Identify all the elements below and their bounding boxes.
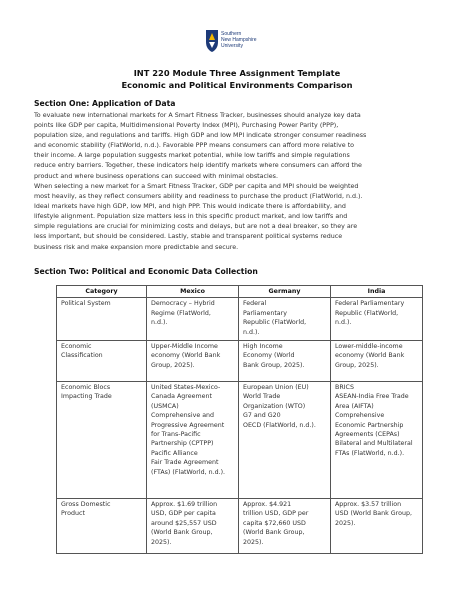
cell-text-line: (FTAs) (FlatWorld, n.d.).	[151, 468, 226, 476]
table-cell-category	[57, 382, 147, 499]
table-cell-category	[57, 298, 147, 341]
table-cell-india	[331, 499, 423, 554]
cell-text-line: Agreements (CEPAs)	[335, 431, 400, 439]
column-header-india: India	[331, 286, 423, 298]
table-cell-india	[331, 382, 423, 499]
cell-text-line: for Trans-Pacific	[151, 431, 201, 439]
cell-text-line: Organization (WTO)	[243, 402, 306, 410]
text-line: To evaluate new international markets for A Smart Fitness Tracker, businesses should analyze key data	[34, 112, 361, 119]
table-cell-mexico	[147, 499, 239, 554]
column-header-germany: Germany	[239, 286, 331, 298]
cell-text-line: Product	[61, 510, 85, 518]
text-line: most heavily, as they reflect consumers ability and readiness to purchase the product (FlatWorld, n.d.).	[34, 193, 363, 201]
cell-text-line: USD, GDP per capita	[151, 510, 216, 518]
table-row-political-system	[57, 298, 423, 341]
cell-text-line: Impacting Trade	[61, 393, 112, 401]
cell-text-line: Political System	[61, 300, 111, 308]
table-cell-mexico	[147, 298, 239, 341]
cell-text-line: Economic Partnership	[335, 421, 404, 429]
cell-text-line: Economy (World	[243, 352, 295, 360]
cell-text-line: capita $72,660 USD	[243, 519, 306, 527]
text-line: their income. A large population suggests market potential, while low tariffs and simple regulations	[34, 152, 350, 160]
text-line: When selecting a new market for a Smart Fitness Tracker, GDP per capita and MPI should be weighted	[34, 183, 359, 190]
cell-text-line: Approx. $4.921	[243, 501, 292, 509]
cell-text-line: (USMCA)	[151, 402, 179, 410]
cell-text-line: Regime (FlatWorld,	[151, 309, 211, 317]
cell-text-line: n.d.).	[335, 319, 352, 327]
text-line: simple regulations are crucial for minimizing costs and delays, but are not a deal breaker, so they are	[34, 223, 358, 231]
cell-text-line: around $25,557 USD	[151, 519, 217, 527]
cell-text-line: trillion USD, GDP per	[243, 510, 309, 518]
cell-text-line: n.d.).	[243, 328, 260, 336]
cell-text-line: World Trade	[243, 393, 281, 401]
table-row-economic-classification	[57, 341, 423, 382]
cell-text-line: Republic (FlatWorld,	[243, 319, 307, 327]
cell-text-line: n.d.).	[151, 319, 168, 327]
cell-text-line: Approx. $3.57 trillion	[335, 501, 402, 509]
table-cell-mexico	[147, 382, 239, 499]
cell-text-line: Republic (FlatWorld,	[335, 309, 399, 317]
text-line: less important, but should be considered. Lastly, stable and transparent political systems reduce	[34, 233, 343, 241]
cell-text-line: Canada Agreement	[151, 393, 212, 401]
cell-text-line: FTAs (FlatWorld, n.d.).	[335, 449, 405, 457]
text-line: product and where business operations can succeed with minimal obstacles.	[34, 172, 278, 180]
cell-text-line: 2025).	[243, 538, 264, 546]
cell-text-line: Group, 2025).	[335, 361, 379, 369]
cell-text-line: Partnership (CPTPP)	[151, 440, 214, 448]
cell-text-line: High Income	[243, 343, 283, 351]
cell-text-line: Economic	[61, 343, 92, 351]
cell-text-line: Gross Domestic	[61, 501, 111, 509]
table-cell-category	[57, 499, 147, 554]
cell-text-line: 2025).	[335, 519, 356, 527]
table-cell-germany	[239, 341, 331, 382]
cell-text-line: European Union (EU)	[243, 384, 309, 392]
cell-text-line: (World Bank Group,	[243, 529, 305, 537]
text-line: reduce entry barriers. Together, these indicators help identify markets where consumers can afford the	[34, 162, 362, 170]
cell-text-line: Bilateral and Multilateral	[335, 440, 413, 448]
cell-text-line: USD (World Bank Group,	[335, 510, 412, 518]
table-header-row	[57, 286, 423, 298]
table-cell-india	[331, 341, 423, 382]
document-title: INT 220 Module Three Assignment Template	[133, 68, 341, 78]
cell-text-line: BRICS	[335, 384, 354, 392]
data-collection-table	[56, 285, 423, 554]
cell-text-line: Upper-Middle Income	[151, 343, 218, 351]
logo-line: New Hampshire	[221, 37, 257, 43]
column-header-mexico: Mexico	[147, 286, 239, 298]
cell-text-line: Democracy – Hybrid	[151, 300, 215, 308]
section-two-heading: Section Two: Political and Economic Data Collection	[34, 267, 258, 276]
text-line: points like GDP per capita, Multidimensional Poverty Index (MPI), Purchasing Power Parity (PPP),	[34, 122, 339, 130]
logo-line: University	[221, 43, 243, 49]
cell-text-line: Progressive Agreement	[151, 421, 225, 429]
cell-text-line: Approx. $1.69 trillion	[151, 501, 218, 509]
cell-text-line: Federal	[243, 300, 267, 308]
cell-text-line: Economic Blocs	[61, 384, 111, 392]
cell-text-line: Lower-middle-income	[335, 343, 403, 351]
cell-text-line: Classification	[61, 352, 103, 360]
cell-text-line: Parliamentary	[243, 309, 287, 317]
table-cell-germany	[239, 298, 331, 341]
cell-text-line: Federal Parliamentary	[335, 300, 405, 308]
column-header-category: Category	[57, 286, 147, 298]
table-cell-india	[331, 298, 423, 341]
cell-text-line: 2025).	[151, 538, 172, 546]
section-one-paragraph-1	[34, 111, 446, 182]
cell-text-line: ASEAN-India Free Trade	[335, 393, 409, 401]
table-row-gross-domestic-product	[57, 499, 423, 554]
text-line: and economic stability (FlatWorld, n.d.). Favorable PPP means consumers can afford more relative to	[34, 142, 355, 150]
table-cell-germany	[239, 499, 331, 554]
text-line: business risk and make expansion more predictable and secure.	[34, 243, 239, 251]
table-cell-mexico	[147, 341, 239, 382]
section-one-paragraph-2	[34, 182, 446, 253]
logo-line: Southern	[221, 31, 242, 37]
cell-text-line: (World Bank Group,	[151, 529, 213, 537]
text-line: population size, and regulations and tariffs. High GDP and low MPI indicate stronger consumer readiness	[34, 132, 367, 140]
document-subtitle: Economic and Political Environments Comparison	[121, 80, 353, 90]
section-one-heading: Section One: Application of Data	[34, 99, 176, 108]
text-line: lifestyle alignment. Population size matters less in this specific product market, and low tariffs and	[34, 213, 348, 221]
table-row-economic-blocs	[57, 382, 423, 499]
cell-text-line: Comprehensive	[335, 412, 385, 420]
cell-text-line: Fair Trade Agreement	[151, 459, 219, 467]
cell-text-line: United States-Mexico-	[151, 384, 221, 392]
cell-text-line: Group, 2025).	[151, 361, 195, 369]
text-line: Ideal markets have high GDP, low MPI, and high PPP. This would indicate there is affordability, and	[34, 203, 346, 211]
university-logo-text	[221, 31, 257, 49]
cell-text-line: economy (World Bank	[335, 352, 405, 360]
cell-text-line: Comprehensive and	[151, 412, 215, 420]
cell-text-line: Bank Group, 2025).	[243, 361, 305, 369]
cell-text-line: Pacific Alliance	[151, 449, 198, 457]
cell-text-line: OECD (FlatWorld, n.d.).	[243, 421, 316, 429]
table-cell-germany	[239, 382, 331, 499]
table-cell-category	[57, 341, 147, 382]
cell-text-line: Area (AIFTA)	[335, 402, 374, 410]
cell-text-line: economy (World Bank	[151, 352, 221, 360]
cell-text-line: G7 and G20	[243, 412, 281, 420]
